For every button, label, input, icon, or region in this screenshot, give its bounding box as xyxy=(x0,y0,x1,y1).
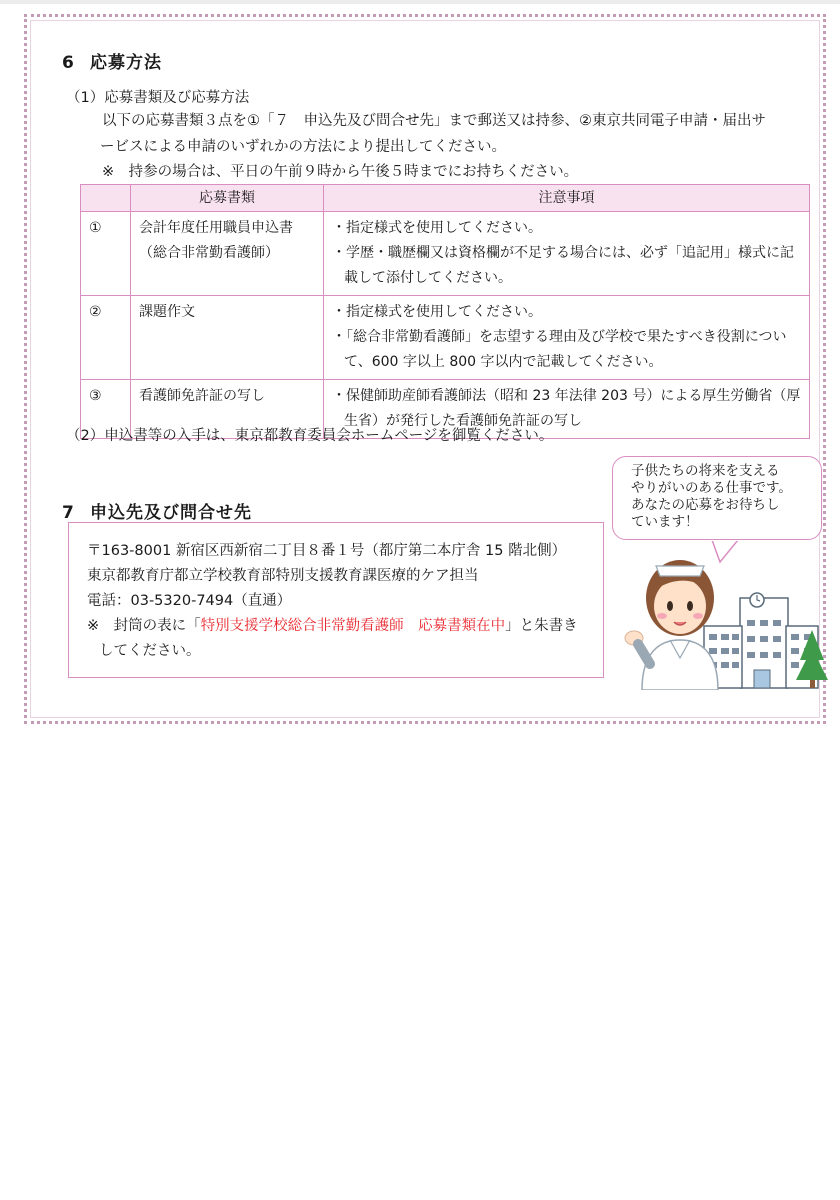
doc-line: 会計年度任用職員申込書 xyxy=(139,220,293,236)
row-document xyxy=(131,296,324,380)
subsection-1-heading: （1）応募書類及び応募方法 xyxy=(66,90,250,106)
nurse-school-illustration xyxy=(620,540,830,690)
row-notes xyxy=(324,212,810,296)
application-paragraph xyxy=(102,108,802,160)
envelope-note xyxy=(87,614,603,639)
table-row xyxy=(81,296,810,380)
row-number: ② xyxy=(81,296,131,380)
bubble-line: やりがいのある仕事です。 xyxy=(631,480,792,496)
bubble-line: あなたの応募をお待ちし xyxy=(631,497,780,513)
section-7-title: 申込先及び問合せ先 xyxy=(90,503,252,523)
paragraph-line-2: ービスによる申請のいずれかの方法により提出してください。 xyxy=(100,139,506,155)
note-item: ・「総合非常勤看護師」を志望する理由及び学校で果たすべき役割について、600 字以上 800 字以内で記載してください。 xyxy=(332,329,787,370)
envelope-note-line-2: してください。 xyxy=(99,643,201,659)
contact-department: 東京都教育庁都立学校教育部特別支援教育課医療的ケア担当 xyxy=(87,568,479,584)
note-red-text: 特別支援学校総合非常勤看護師 応募書類在中 xyxy=(200,618,506,634)
section-7-number: 7 xyxy=(62,503,75,523)
section-6-number: 6 xyxy=(62,53,75,73)
note-item: ・保健師助産師看護師法（昭和 23 年法律 203 号）による厚生労働省（厚生省）が発行した看護師免許証の写し xyxy=(332,388,801,429)
note-item: ・学歴・職歴欄又は資格欄が不足する場合には、必ず「追記用」様式に記載して添付してください。 xyxy=(332,245,794,286)
bubble-line: ています！ xyxy=(631,514,699,530)
table-header-row xyxy=(81,185,810,212)
header-document: 応募書類 xyxy=(131,185,324,212)
bubble-line: 子供たちの将来を支える xyxy=(631,463,780,479)
contact-address: 〒163-8001 新宿区西新宿二丁目８番１号（都庁第二本庁舎 15 階北側） xyxy=(87,543,567,559)
section-6-heading xyxy=(62,48,162,73)
paragraph-line-1: 以下の応募書類３点を①「７ 申込先及び問合せ先」まで郵送又は持参、②東京共同電子申請・届出サ xyxy=(102,113,766,129)
speech-bubble xyxy=(612,456,822,540)
top-divider xyxy=(0,0,840,4)
contact-box xyxy=(68,522,604,678)
table-row xyxy=(81,212,810,296)
section-6-title: 応募方法 xyxy=(90,53,162,73)
subsection-2-heading: （2）申込書等の入手は、東京都教育委員会ホームページを御覧ください。 xyxy=(66,428,554,444)
nurse-icon xyxy=(625,560,718,690)
row-document xyxy=(131,212,324,296)
note-item: ・指定様式を使用してください。 xyxy=(332,304,542,320)
note-prefix: ※ 封筒の表に「 xyxy=(87,618,201,634)
note-item: ・指定様式を使用してください。 xyxy=(332,220,542,236)
doc-line: （総合非常勤看護師） xyxy=(139,245,279,261)
row-number: ① xyxy=(81,212,131,296)
application-documents-table xyxy=(80,184,810,439)
delivery-note: ※ 持参の場合は、平日の午前９時から午後５時までにお持ちください。 xyxy=(102,164,579,180)
header-notes: 注意事項 xyxy=(324,185,810,212)
row-number: ③ xyxy=(81,380,131,439)
doc-line: 課題作文 xyxy=(139,304,195,320)
note-suffix: 」と朱書き xyxy=(505,618,578,634)
doc-line: 看護師免許証の写し xyxy=(139,388,265,404)
row-notes xyxy=(324,296,810,380)
header-number xyxy=(81,185,131,212)
section-7-heading xyxy=(62,498,252,523)
contact-phone: 電話：03-5320-7494（直通） xyxy=(87,593,292,609)
